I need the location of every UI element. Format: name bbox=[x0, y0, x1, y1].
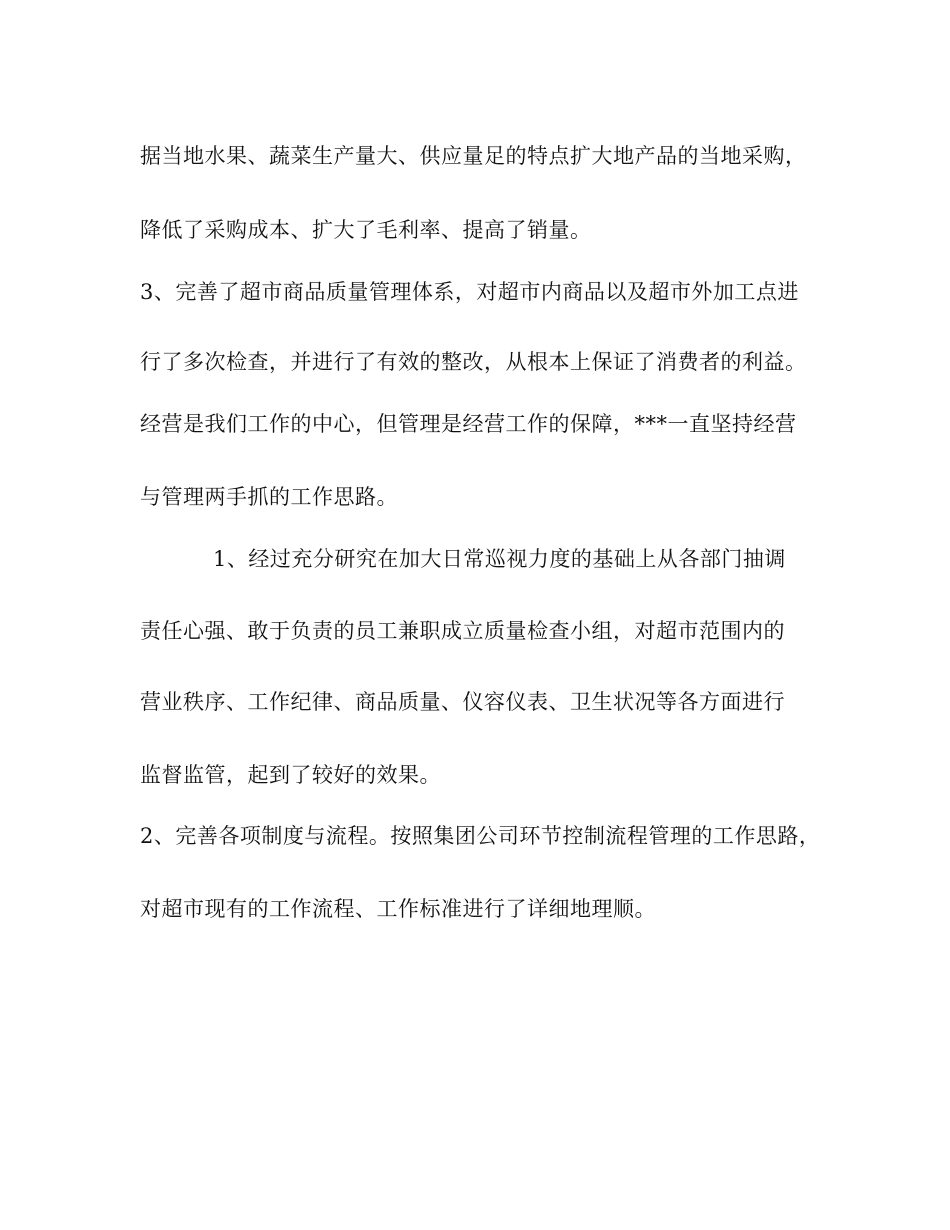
text-line: 行了多次检查，并进行了有效的整改，从根本上保证了消费者的利益。 bbox=[140, 350, 807, 374]
text-line: 与管理两手抓的工作思路。 bbox=[140, 485, 398, 509]
text-line: 对超市现有的工作流程、工作标准进行了详细地理顺。 bbox=[140, 897, 656, 921]
text-line: 经营是我们工作的中心，但管理是经营工作的保障，***一直坚持经营 bbox=[140, 412, 797, 436]
text-line: 1、经过充分研究在加大日常巡视力度的基础上从各部门抽调 bbox=[213, 547, 786, 571]
text-line: 营业秩序、工作纪律、商品质量、仪容仪表、卫生状况等各方面进行 bbox=[140, 690, 785, 714]
text-line: 3、完善了超市商品质量管理体系，对超市内商品以及超市外加工点进 bbox=[140, 280, 799, 304]
text-line: 责任心强、敢于负责的员工兼职成立质量检查小组，对超市范围内的 bbox=[140, 619, 785, 643]
text-line: 监督监管，起到了较好的效果。 bbox=[140, 763, 441, 787]
text-line: 据当地水果、蔬菜生产量大、供应量足的特点扩大地产品的当地采购， bbox=[140, 144, 807, 168]
text-line: 2、完善各项制度与流程。按照集团公司环节控制流程管理的工作思路， bbox=[140, 824, 821, 848]
text-line: 降低了采购成本、扩大了毛利率、提高了销量。 bbox=[140, 218, 592, 242]
